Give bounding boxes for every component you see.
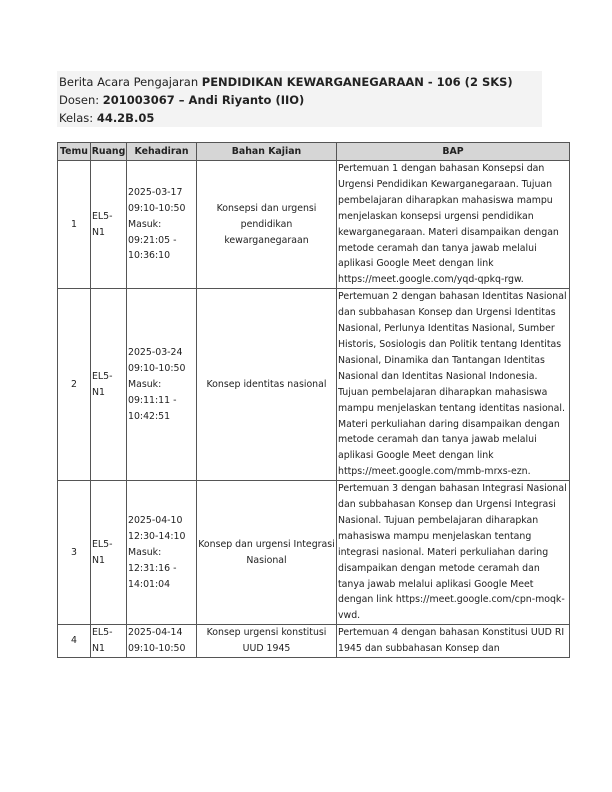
attendance-date: 2025-03-17 [128,186,183,198]
bap-cell: Pertemuan 1 dengan bahasan Konsepsi dan Urgensi Pendidikan Kewarganegaraan. Tujuan pembelajaran diharapkan mahasiswa mampu menjelaskan konsepsi urgensi pendidikan kewarganegaraan. Materi disampaikan dengan metode ceramah dan tanya jawab melalui aplikasi Google Meet dengan link https://meet.google.com/yqd-qpkq-rgw. [337,161,570,289]
attendance-in-time: 09:11:11 - [128,394,177,406]
header-title-prefix: Berita Acara Pengajaran [59,75,202,89]
topic-cell: Konsepsi dan urgensi pendidikan kewarganegaraan [197,161,337,289]
attendance-out-time: 10:42:51 [128,410,171,422]
attendance-date: 2025-04-10 [128,514,183,526]
attendance-in-time: 09:21:05 - [128,234,177,246]
bap-cell: Pertemuan 2 dengan bahasan Identitas Nasional dan subbahasan Konsep dan Urgensi Identitas Nasional, Perlunya Identitas Nasional, Sumber Historis, Sosiologis dan Politik tentang Identitas Nasional, Dinamika dan Tantangan Identitas Nasional dan Identitas Nasional Indonesia. Tujuan pembelajaran diharapkan mahasiswa mampu menjelaskan tentang identitas nasional. Materi perkuliahan daring disampaikan dengan metode ceramah dan tanya jawab melalui aplikasi Google Meet dengan link https://meet.google.com/mmb-mrxs-ezn. [337,289,570,481]
bap-cell: Pertemuan 3 dengan bahasan Integrasi Nasional dan subbahasan Konsep dan Urgensi Integrasi Nasional. Tujuan pembelajaran diharapkan mahasiswa mampu menjelaskan tentang integrasi nasional. Materi perkuliahan daring disampaikan dengan metode ceramah dan tanya jawab melalui aplikasi Google Meet dengan link https://meet.google.com/cpn-moqk-vwd. [337,481,570,625]
column-header-bap: BAP [337,143,570,161]
meeting-number: 2 [58,289,91,481]
attendance-out-time: 10:36:10 [128,250,171,262]
attendance-schedule: 09:10-10:50 [128,643,186,655]
column-header-room: Ruang [91,143,127,161]
room-cell: EL5-N1 [91,481,127,625]
table-row [58,289,570,481]
meeting-number: 4 [58,625,91,658]
attendance-in-time: 12:31:16 - [128,562,177,574]
meeting-number: 1 [58,161,91,289]
topic-cell: Konsep urgensi konstitusi UUD 1945 [197,625,337,658]
meeting-number: 3 [58,481,91,625]
course-name: PENDIDIKAN KEWARGANEGARAAN - 106 (2 SKS) [201,75,513,89]
lecturer-label: Dosen: [59,93,103,107]
attendance-schedule: 09:10-10:50 [128,202,186,214]
class-code: 44.2B.05 [96,111,155,125]
room-cell: EL5-N1 [91,289,127,481]
column-header-topic: Bahan Kajian [197,143,337,161]
room-cell: EL5-N1 [91,625,127,658]
bap-cell: Pertemuan 4 dengan bahasan Konstitusi UUD RI 1945 dan subbahasan Konsep dan [337,625,570,658]
topic-cell: Konsep dan urgensi Integrasi Nasional [197,481,337,625]
attendance-date: 2025-04-14 [128,627,183,639]
teaching-record-table [57,142,570,658]
attendance-in-label: Masuk: [128,546,162,558]
column-header-attendance: Kehadiran [127,143,197,161]
attendance-cell [127,289,197,481]
column-header-meeting: Temu [58,143,91,161]
class-label: Kelas: [59,111,97,125]
table-header-row [58,143,570,161]
attendance-in-label: Masuk: [128,218,162,230]
attendance-schedule: 09:10-10:50 [128,362,186,374]
attendance-cell [127,161,197,289]
table-row [58,481,570,625]
attendance-cell [127,481,197,625]
attendance-out-time: 14:01:04 [128,578,171,590]
table-row [58,161,570,289]
room-cell: EL5-N1 [91,161,127,289]
attendance-cell [127,625,197,658]
attendance-in-label: Masuk: [128,378,162,390]
table-row [58,625,570,658]
topic-cell: Konsep identitas nasional [197,289,337,481]
lecturer-name: 201003067 – Andi Riyanto (IIO) [102,93,305,107]
attendance-date: 2025-03-24 [128,346,183,358]
attendance-schedule: 12:30-14:10 [128,530,186,542]
